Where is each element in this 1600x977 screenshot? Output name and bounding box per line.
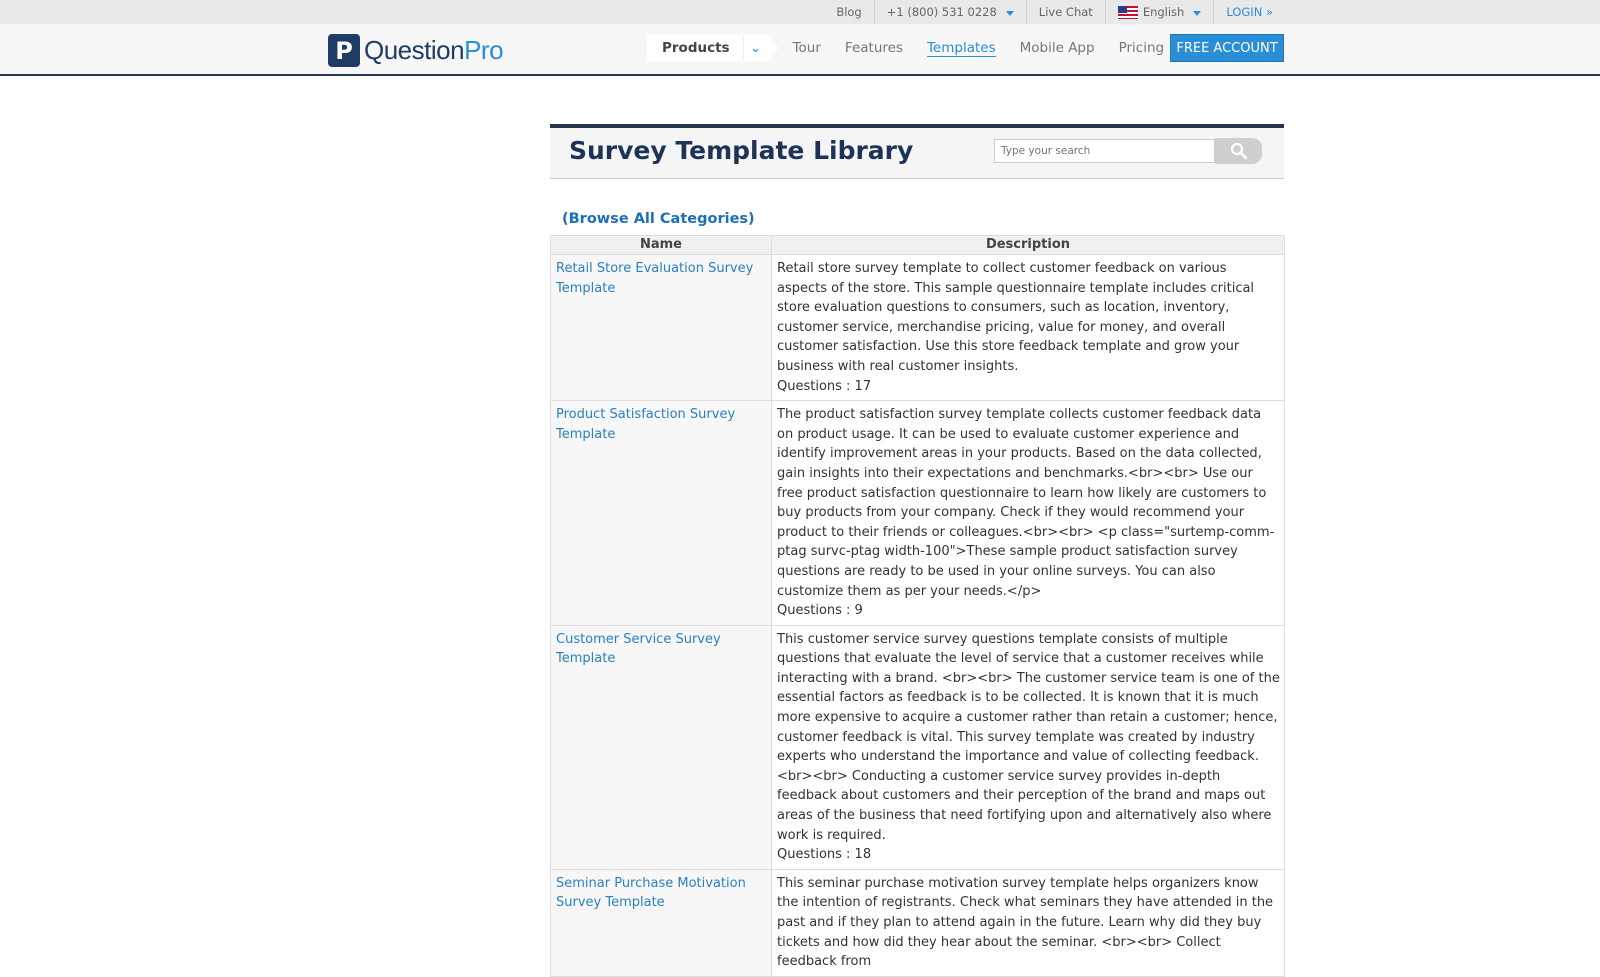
template-description: The product satisfaction survey template collects customer feedback data on product usage. It can be used to evaluate customer experience and identify improvement areas in your products. Based on the data collected, gain insights into their expectations and benchmarks.<br><br> Use our free product satisfaction questionnaire to learn how likely are customers to buy products from your company. Check if they would recommend your product to their friends or colleagues.<br><br> <p class="surtemp-comm-ptag survc-ptag width-100">These sample product satisfaction survey questions are ready to be used in your online surveys. You can also customize them as per your needs.</p> [777, 407, 1275, 599]
template-description: Retail store survey template to collect customer feedback on various aspects of the store. This sample questionnaire template includes critical store evaluation questions to consumers, such as location, inventory, customer service, merchandise pricing, value for money, and overall customer satisfaction. Use this store feedback template and grow your business with real customer insights. [777, 261, 1255, 374]
language-selector[interactable] [1106, 0, 1215, 24]
template-link[interactable]: Customer Service Survey Template [556, 631, 721, 667]
template-name-cell [551, 255, 772, 401]
library-header [550, 124, 1284, 179]
template-name-cell [551, 401, 772, 626]
live-chat-label[interactable]: Live Chat [1038, 5, 1093, 19]
column-header-name: Name [551, 236, 772, 255]
template-link[interactable]: Seminar Purchase Motivation Survey Template [556, 875, 746, 911]
table-row [551, 625, 1285, 869]
template-name-cell [551, 869, 772, 976]
column-header-description: Description [772, 236, 1285, 255]
live-chat-link[interactable] [1027, 0, 1106, 24]
template-link[interactable]: Retail Store Evaluation Survey Template [556, 261, 754, 296]
template-name-cell [551, 625, 772, 869]
table-row [551, 255, 1285, 401]
nav-tour[interactable]: Tour [792, 40, 821, 56]
main-header [0, 24, 1600, 76]
template-description-cell [772, 869, 1285, 976]
template-description-cell [772, 255, 1285, 401]
nav-products[interactable]: Products [647, 35, 743, 61]
question-count: Questions : 18 [777, 847, 872, 863]
free-account-button[interactable]: FREE ACCOUNT [1170, 34, 1284, 62]
chevron-down-icon[interactable]: ⌄ [743, 35, 768, 61]
nav-features[interactable]: Features [844, 40, 903, 56]
logo-text-pro[interactable]: Pro [464, 35, 504, 65]
template-description-cell [772, 625, 1285, 869]
us-flag-icon [1118, 6, 1138, 19]
logo-mark-icon[interactable]: P [328, 34, 360, 67]
phone-menu[interactable] [875, 0, 1027, 24]
template-link[interactable]: Product Satisfaction Survey Template [556, 407, 736, 442]
nav-products-arrow [768, 35, 779, 61]
template-description-cell [772, 401, 1285, 626]
logo-wordmark[interactable] [364, 35, 503, 66]
template-description: This customer service survey questions template consists of multiple questions that evaluate the level of service that a customer receives while interacting with a brand. <br><br> The customer service team is one of the essential factors as feedback is to be collected. It is known that it is much more expensive to acquire a customer rather than retain a customer; hence, customer feedback is vital. This survey template was created by industry experts who understand the importance and value of collecting feedback. <br><br> Conducting a customer service survey provides in-depth feedback about customers and their perception of the brand and maps out areas of the business that need fortifying upon and alternatively also where work is required. [777, 631, 1280, 843]
search-button[interactable] [1215, 138, 1262, 164]
login-label[interactable]: LOGIN » [1226, 5, 1273, 19]
page-title: Survey Template Library [569, 136, 914, 165]
blog-link[interactable] [824, 0, 874, 24]
template-description: This seminar purchase motivation survey template helps organizers know the intention of registrants. Check what seminars they have attended in the past and if they plan to attend again in the future. Learn why did they buy tickets and how did they hear about the seminar. <br><br> Collect feedback from [777, 875, 1274, 970]
caret-down-icon[interactable] [1193, 11, 1201, 16]
nav-templates[interactable]: Templates [926, 39, 996, 56]
nav-pricing[interactable]: Pricing [1118, 40, 1165, 56]
table-header-row [551, 236, 1285, 255]
questionpro-logo[interactable] [328, 34, 503, 67]
logo-text-question[interactable]: Question [364, 35, 465, 65]
search-icon [1230, 142, 1248, 160]
table-row [551, 401, 1285, 626]
utility-links [824, 0, 1285, 24]
blog-label[interactable]: Blog [836, 5, 862, 19]
templates-table [550, 235, 1285, 977]
search-input[interactable] [994, 139, 1215, 163]
language-label[interactable]: English [1142, 5, 1185, 19]
nav-mobile-app[interactable]: Mobile App [1019, 40, 1095, 56]
phone-number[interactable]: +1 (800) 531 0228 [886, 5, 997, 19]
question-count: Questions : 9 [777, 603, 863, 619]
utility-bar [0, 0, 1600, 24]
caret-down-icon[interactable] [1006, 11, 1014, 16]
login-link[interactable] [1214, 0, 1285, 24]
browse-all-categories-link[interactable]: (Browse All Categories) [562, 211, 755, 227]
table-row [551, 869, 1285, 976]
question-count: Questions : 17 [777, 378, 872, 394]
main-nav [647, 35, 1174, 61]
